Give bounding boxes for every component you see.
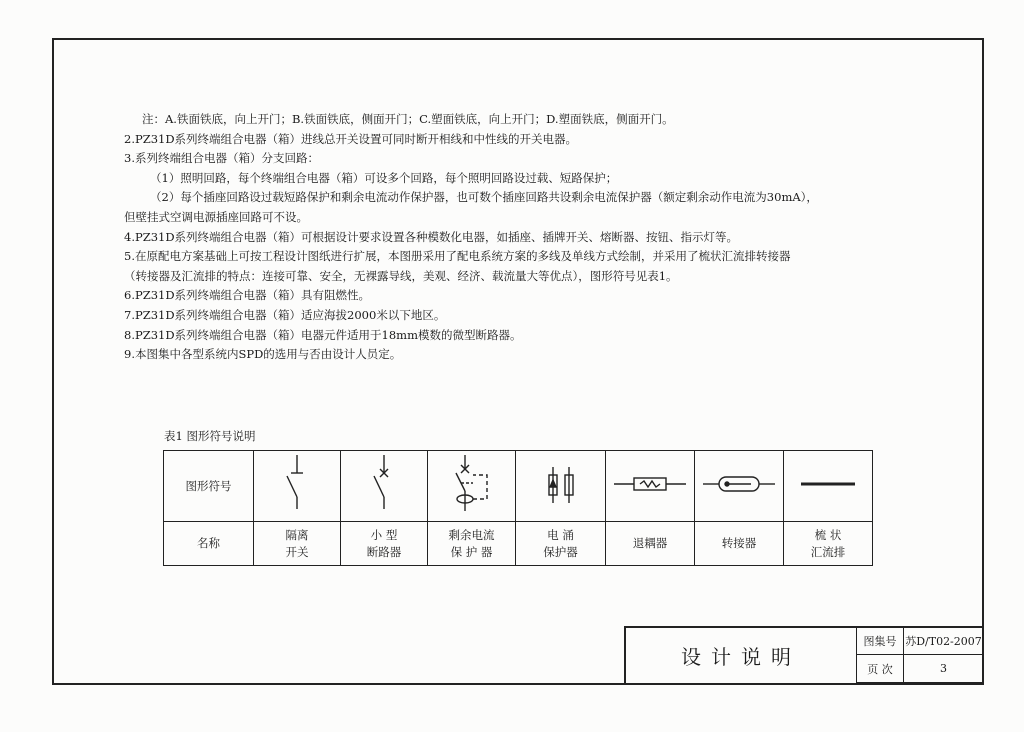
name-cell — [606, 522, 695, 566]
name-cell — [516, 522, 606, 566]
miniature-breaker-icon — [341, 451, 428, 522]
name-cell — [784, 522, 873, 566]
name-line-1: 电 涌 — [547, 527, 574, 542]
symbol-table — [163, 450, 873, 566]
name-line-1: 梳 状 — [814, 527, 842, 542]
name-line-1: 剩余电流 — [448, 527, 495, 542]
name-cell — [428, 522, 516, 566]
name-line-2: 保护器 — [543, 544, 578, 559]
page-number: 3 — [903, 654, 984, 683]
name-cell — [341, 522, 428, 566]
surge-protector-icon — [516, 451, 606, 522]
busbar-icon — [784, 451, 873, 522]
note-line: 6.PZ31D系列终端组合电器（箱）具有阻燃性。 — [124, 288, 371, 303]
name-line-2: 汇流排 — [810, 544, 846, 559]
note-line: （转接器及汇流排的特点：连接可靠、安全，无裸露导线，美观、经济、载流量大等优点），图形符号见表1。 — [124, 268, 678, 283]
name-line-1: 退耦器 — [632, 536, 668, 550]
note-line: （1）照明回路，每个终端组合电器（箱）可设多个回路，每个照明回路设过载、短路保护； — [150, 170, 618, 185]
drawing-title: 设计说明 — [624, 626, 856, 683]
note-line: 但壁挂式空调电源插座回路可不设。 — [124, 209, 308, 224]
note-line: 9.本图集中各型系统内SPD的选用与否由设计人员定。 — [124, 347, 402, 362]
table-caption: 表1 图形符号说明 — [164, 429, 256, 443]
symbol-header: 图形符号 — [164, 451, 254, 522]
name-line-1: 隔离 — [285, 527, 309, 542]
name-cell — [254, 522, 341, 566]
note-line: 7.PZ31D系列终端组合电器（箱）适应海拔2000米以下地区。 — [124, 307, 446, 322]
decoupler-icon — [606, 451, 695, 522]
name-line-2: 保 护 器 — [450, 544, 493, 559]
name-line-1: 转接器 — [721, 536, 757, 550]
note-line: （2）每个插座回路设过载短路保护和剩余电流动作保护器，也可数个插座回路共设剩余电流保护器（额定剩余动作电流为30mA）， — [150, 190, 818, 205]
design-notes — [124, 110, 964, 365]
rcd-icon — [428, 451, 516, 522]
note-line: 3.系列终端组合电器（箱）分支回路： — [124, 151, 319, 166]
isolating-switch-icon — [254, 451, 341, 522]
page-label: 页 次 — [856, 654, 904, 683]
name-line-2: 断路器 — [366, 544, 402, 559]
title-block — [624, 626, 984, 685]
name-header: 名称 — [164, 522, 254, 566]
note-line: 2.PZ31D系列终端组合电器（箱）进线总开关设置可同时断开相线和中性线的开关电器。 — [124, 131, 578, 146]
note-line: 8.PZ31D系列终端组合电器（箱）电器元件适用于18mm模数的微型断路器。 — [124, 327, 522, 342]
adapter-icon — [695, 451, 784, 522]
note-line: 5.在原配电方案基础上可按工程设计图纸进行扩展，本图册采用了配电系统方案的多线及单线方式绘制，并采用了梳状汇流排转接器 — [124, 249, 791, 264]
name-cell — [695, 522, 784, 566]
atlas-label: 图集号 — [856, 626, 904, 655]
note-line: 4.PZ31D系列终端组合电器（箱）可根据设计要求设置各种模数化电器，如插座、插牌开关、熔断器、按钮、指示灯等。 — [124, 229, 739, 244]
name-line-1: 小 型 — [370, 527, 398, 542]
atlas-number: 苏D/T02-2007 — [903, 626, 984, 655]
note-line: 注：A.铁面铁底，向上开门；B.铁面铁底，侧面开门；C.塑面铁底，向上开门；D.塑面铁底，侧面开门。 — [142, 112, 674, 126]
name-line-2: 开关 — [285, 544, 309, 559]
